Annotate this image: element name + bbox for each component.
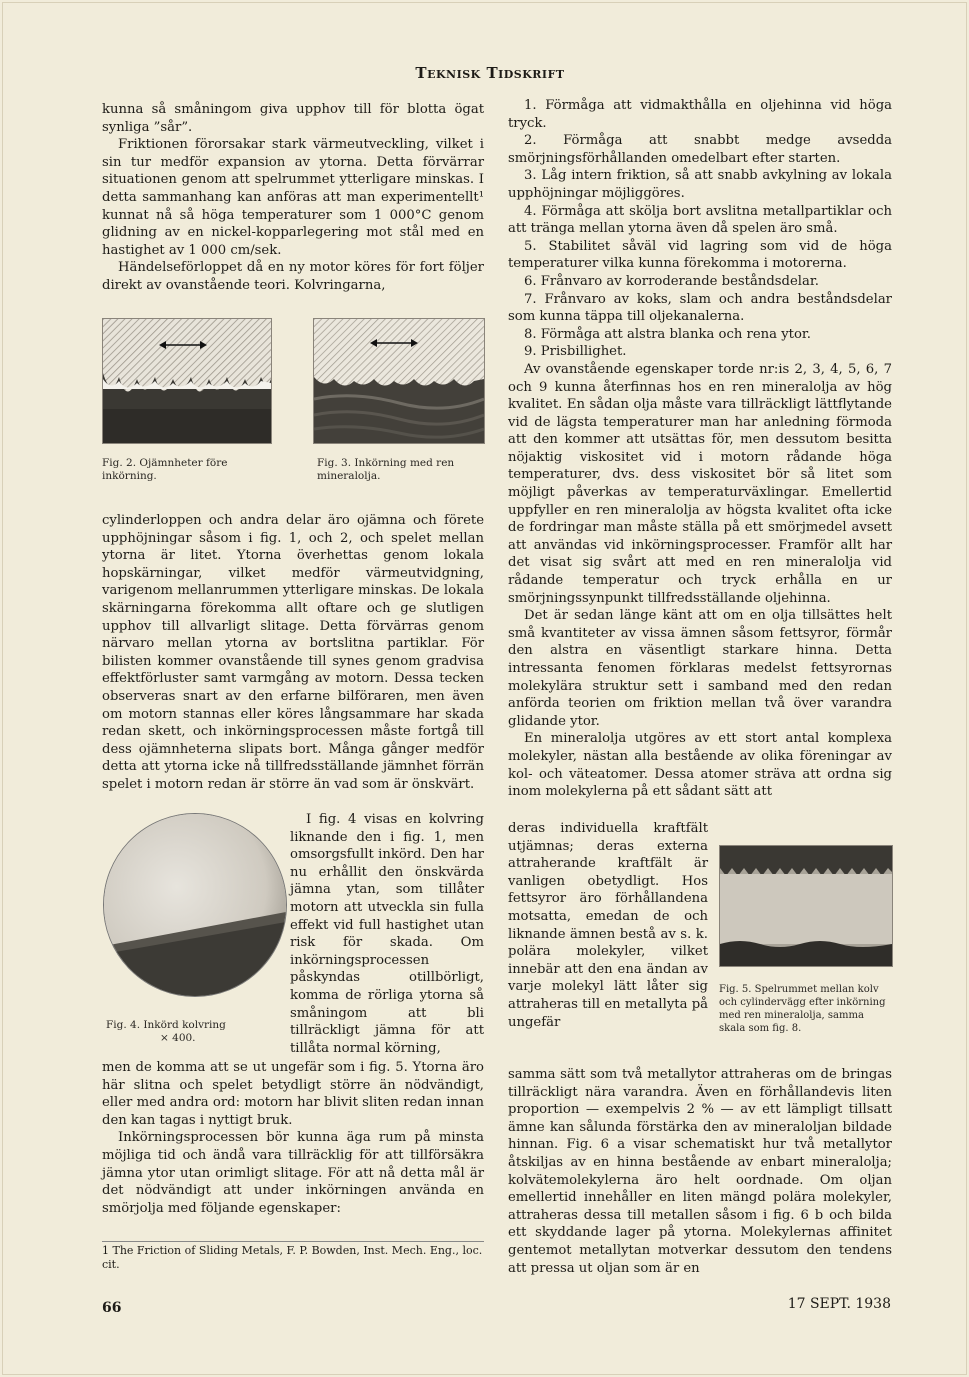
fig5-image: [719, 845, 893, 967]
fig3-caption: Fig. 3. Inkörning med ren mineralolja.: [317, 457, 455, 482]
right-column-fig5-wrap: [508, 820, 708, 1031]
left-column-top: [102, 101, 484, 295]
fig5-caption: Fig. 5. Spelrummet mellan kolv och cylindervägg efter inkörning med ren mineralolja, samma skala som fig. 8.: [719, 984, 886, 1034]
fig3-image: [313, 318, 485, 444]
list-item: 3. Låg intern friktion, så att snabb avkylning av lokala upphöjningar möjliggöres.: [508, 168, 892, 201]
paragraph: samma sätt som två metallytor attraheras om de bringas tillräckligt nära varandra. Även en förhållandevis liten proportion — exempelvis 2 % — av ett lämpligt tillsatt ämne kan sålunda förstärka den av mineraloljan bildade hinnan. Fig. 6 a visar schematiskt hur två metallytor åtskiljas av en hinna bestående av enbart mineralolja; kolvätemolekylerna äro helt oordnade. Om oljan emellertid innehåller en liten mängd polära molekyler, attraheras dessa till metallen såsom i fig. 6 b och bilda ett skyddande lager på ytorna. Molekylernas affinitet gentemot metallytan motverkar dessutom den tendens att pressa ut oljan som är en: [508, 1067, 892, 1276]
left-column-fig4-wrap: [290, 811, 484, 1057]
paragraph: Inkörningsprocessen bör kunna äga rum på minsta möjliga tid och ändå vara tillräcklig för att tillförsäkra jämna ytor utan orimligt slitage. För att nå detta mål är det nödvändigt att under inkörningen använda en smörjolja med följande egenskaper:: [102, 1130, 484, 1216]
list-item: 5. Stabilitet såväl vid lagring som vid de höga temperaturer vilka kunna förekomma i motorerna.: [508, 238, 892, 272]
fig4-caption-line2: × 400.: [160, 1032, 196, 1044]
right-column-bottom: [508, 1066, 892, 1277]
list-item: 4. Förmåga att skölja bort avslitna metallpartiklar och att tränga mellan ytorna även då spelen äro små.: [508, 203, 892, 237]
list-item: 2. Förmåga att snabbt medge avsedda smörjningsförhållanden omedelbart efter starten.: [508, 133, 892, 166]
journal-header: Teknisk Tidskrift: [415, 64, 565, 82]
issue-date: 17 SEPT. 1938: [787, 1296, 891, 1312]
fig4-image: [103, 813, 287, 997]
right-column-top: [508, 97, 892, 801]
list-item: 9. Prisbillighet.: [524, 344, 627, 360]
list-item: 7. Frånvaro av koks, slam och andra beståndsdelar som kunna täppa till oljekanalerna.: [508, 291, 892, 325]
paragraph: deras individuella kraftfält utjämnas; deras externa attraherande kraftfält är vanligen obetydligt. Hos fettsyror äro förhållandena motsatta, emedan de och liknande ämnen bestå av s. k. polära molekyler, vilket innebär att den ena ändan av varje molekyl lätt låter sig attraheras till en metallyta på ungefär: [508, 821, 708, 1030]
paragraph: En mineralolja utgöres av ett stort antal komplexa molekyler, nästan alla bestående av olika föreningar av kol- och väteatomer. Dessa atomer sträva att ordna sig inom molekylerna på ett sådant sätt att: [508, 731, 892, 800]
page-number: 66: [102, 1300, 122, 1316]
left-column-middle: [102, 512, 484, 794]
paragraph: kunna så småningom giva upphov till för blotta ögat synliga ”sår”.: [102, 102, 484, 135]
list-item: 8. Förmåga att alstra blanka och rena ytor.: [524, 326, 811, 342]
left-column-bottom: [102, 1059, 484, 1217]
paragraph: Friktionen förorsakar stark värmeutveckling, vilket i sin tur medför expansion av ytorna. Detta förvärrar situationen genom att spelrummet ytterligare minskas. I detta sammanhang kan anföras att man experimentellt¹ kunnat nå så höga temperaturer som 1 000°C genom glidning av en nickel-kopparlegering mot stål med en hastighet av 1 000 cm/sek.: [102, 137, 484, 258]
paragraph: I fig. 4 visas en kolvring liknande den i fig. 1, men omsorgsfullt inkörd. Den har nu erhållit den önskvärda jämna ytan, som tillåter motorn att utveckla sin fulla effekt vid full hastighet utan risk för skada. Om inkörningsprocessen påskyndas otillbörligt, komma de rörliga ytorna så småningom att bli tillräckligt jämna för att tillåta normal körning,: [290, 812, 484, 1056]
fig4-caption-line1: Fig. 4. Inkörd kolvring: [106, 1019, 226, 1031]
paragraph: cylinderloppen och andra delar äro ojämna och förete upphöjningar såsom i fig. 1, och 2, och spelet mellan ytorna är litet. Ytorna överhettas genom lokala hopskärningar, vilket medför värmeutvidgning, varigenom mellanrummen ytterligare minskas. De lokala skärningarna förekomma allt oftare och ge slutligen upphov till allvarligt slitage. Detta förvärras genom närvaro mellan ytorna av bortslitna partiklar. För bilisten kommer ovanstående till synes genom gradvisa effektförluster samt varmgång av motorn. Dessa tecken observeras snart av den erfarne bilföraren, men även om motorn stannas eller köres långsammare har skada redan skett, och inkörningsprocessen måste fortgå till dess ojämnheterna slipats bort. Många gånger medför detta att ytorna icke nå tillfredsställande jämnhet förrän spelet i motorn redan är större än vad som är önskvärt.: [102, 513, 484, 792]
paragraph: Av ovanstående egenskaper torde nr:is 2, 3, 4, 5, 6, 7 och 9 kunna återfinnas hos en ren mineralolja av hög kvalitet. En sådan olja måste vara tillräckligt lättflytande vid de lägsta temperaturer man har anledning förmoda att den kommer att utsättas för, men dessutom besitta nöjaktig viskositet vid i motorn rådande höga temperaturer, dvs. dess viskositet bör så litet som möjligt påverkas av temperaturväxlingar. Emellertid uppfyller en ren mineralolja av högsta kvalitet ofta icke de fordringar man måste ställa på ett smörjmedel avsett att användas vid inkörningsprocesser. Framför allt har det visat sig svårt att med en ren mineralolja vid rådande temperatur och tryck erhålla en ur smörjningssynpunkt tillfredsställande oljehinna.: [508, 361, 892, 606]
fig4-caption: [106, 1019, 282, 1045]
fig2-image: [102, 318, 272, 444]
list-item: 6. Frånvaro av korroderande beståndsdelar.: [524, 273, 819, 289]
paragraph: men de komma att se ut ungefär som i fig. 5. Ytorna äro här slitna och spelet betydligt större än nödvändigt, eller med andra ord: motorn har blivit sliten redan innan den kan tagas i nyttigt bruk.: [102, 1060, 484, 1128]
list-item: 1. Förmåga att vidmakthålla en oljehinna vid höga tryck.: [508, 98, 892, 131]
paragraph: Händelseförloppet då en ny motor köres för fort följer direkt av ovanstående teori. Kolvringarna,: [102, 260, 484, 293]
fig2-caption: Fig. 2. Ojämnheter före inkörning.: [102, 457, 228, 482]
paragraph: Det är sedan länge känt att om en olja tillsättes helt små kvantiteter av vissa ämnen såsom fettsyror, förmår den alstra en väsentligt starkare hinna. Detta intressanta fenomen förklaras medelst fettsyrornas molekylära struktur sett i samband med den redan anförda teorien om friktion mellan två över varandra glidande ytor.: [508, 608, 892, 729]
footnote: 1 The Friction of Sliding Metals, F. P. Bowden, Inst. Mech. Eng., loc. cit.: [102, 1241, 484, 1272]
